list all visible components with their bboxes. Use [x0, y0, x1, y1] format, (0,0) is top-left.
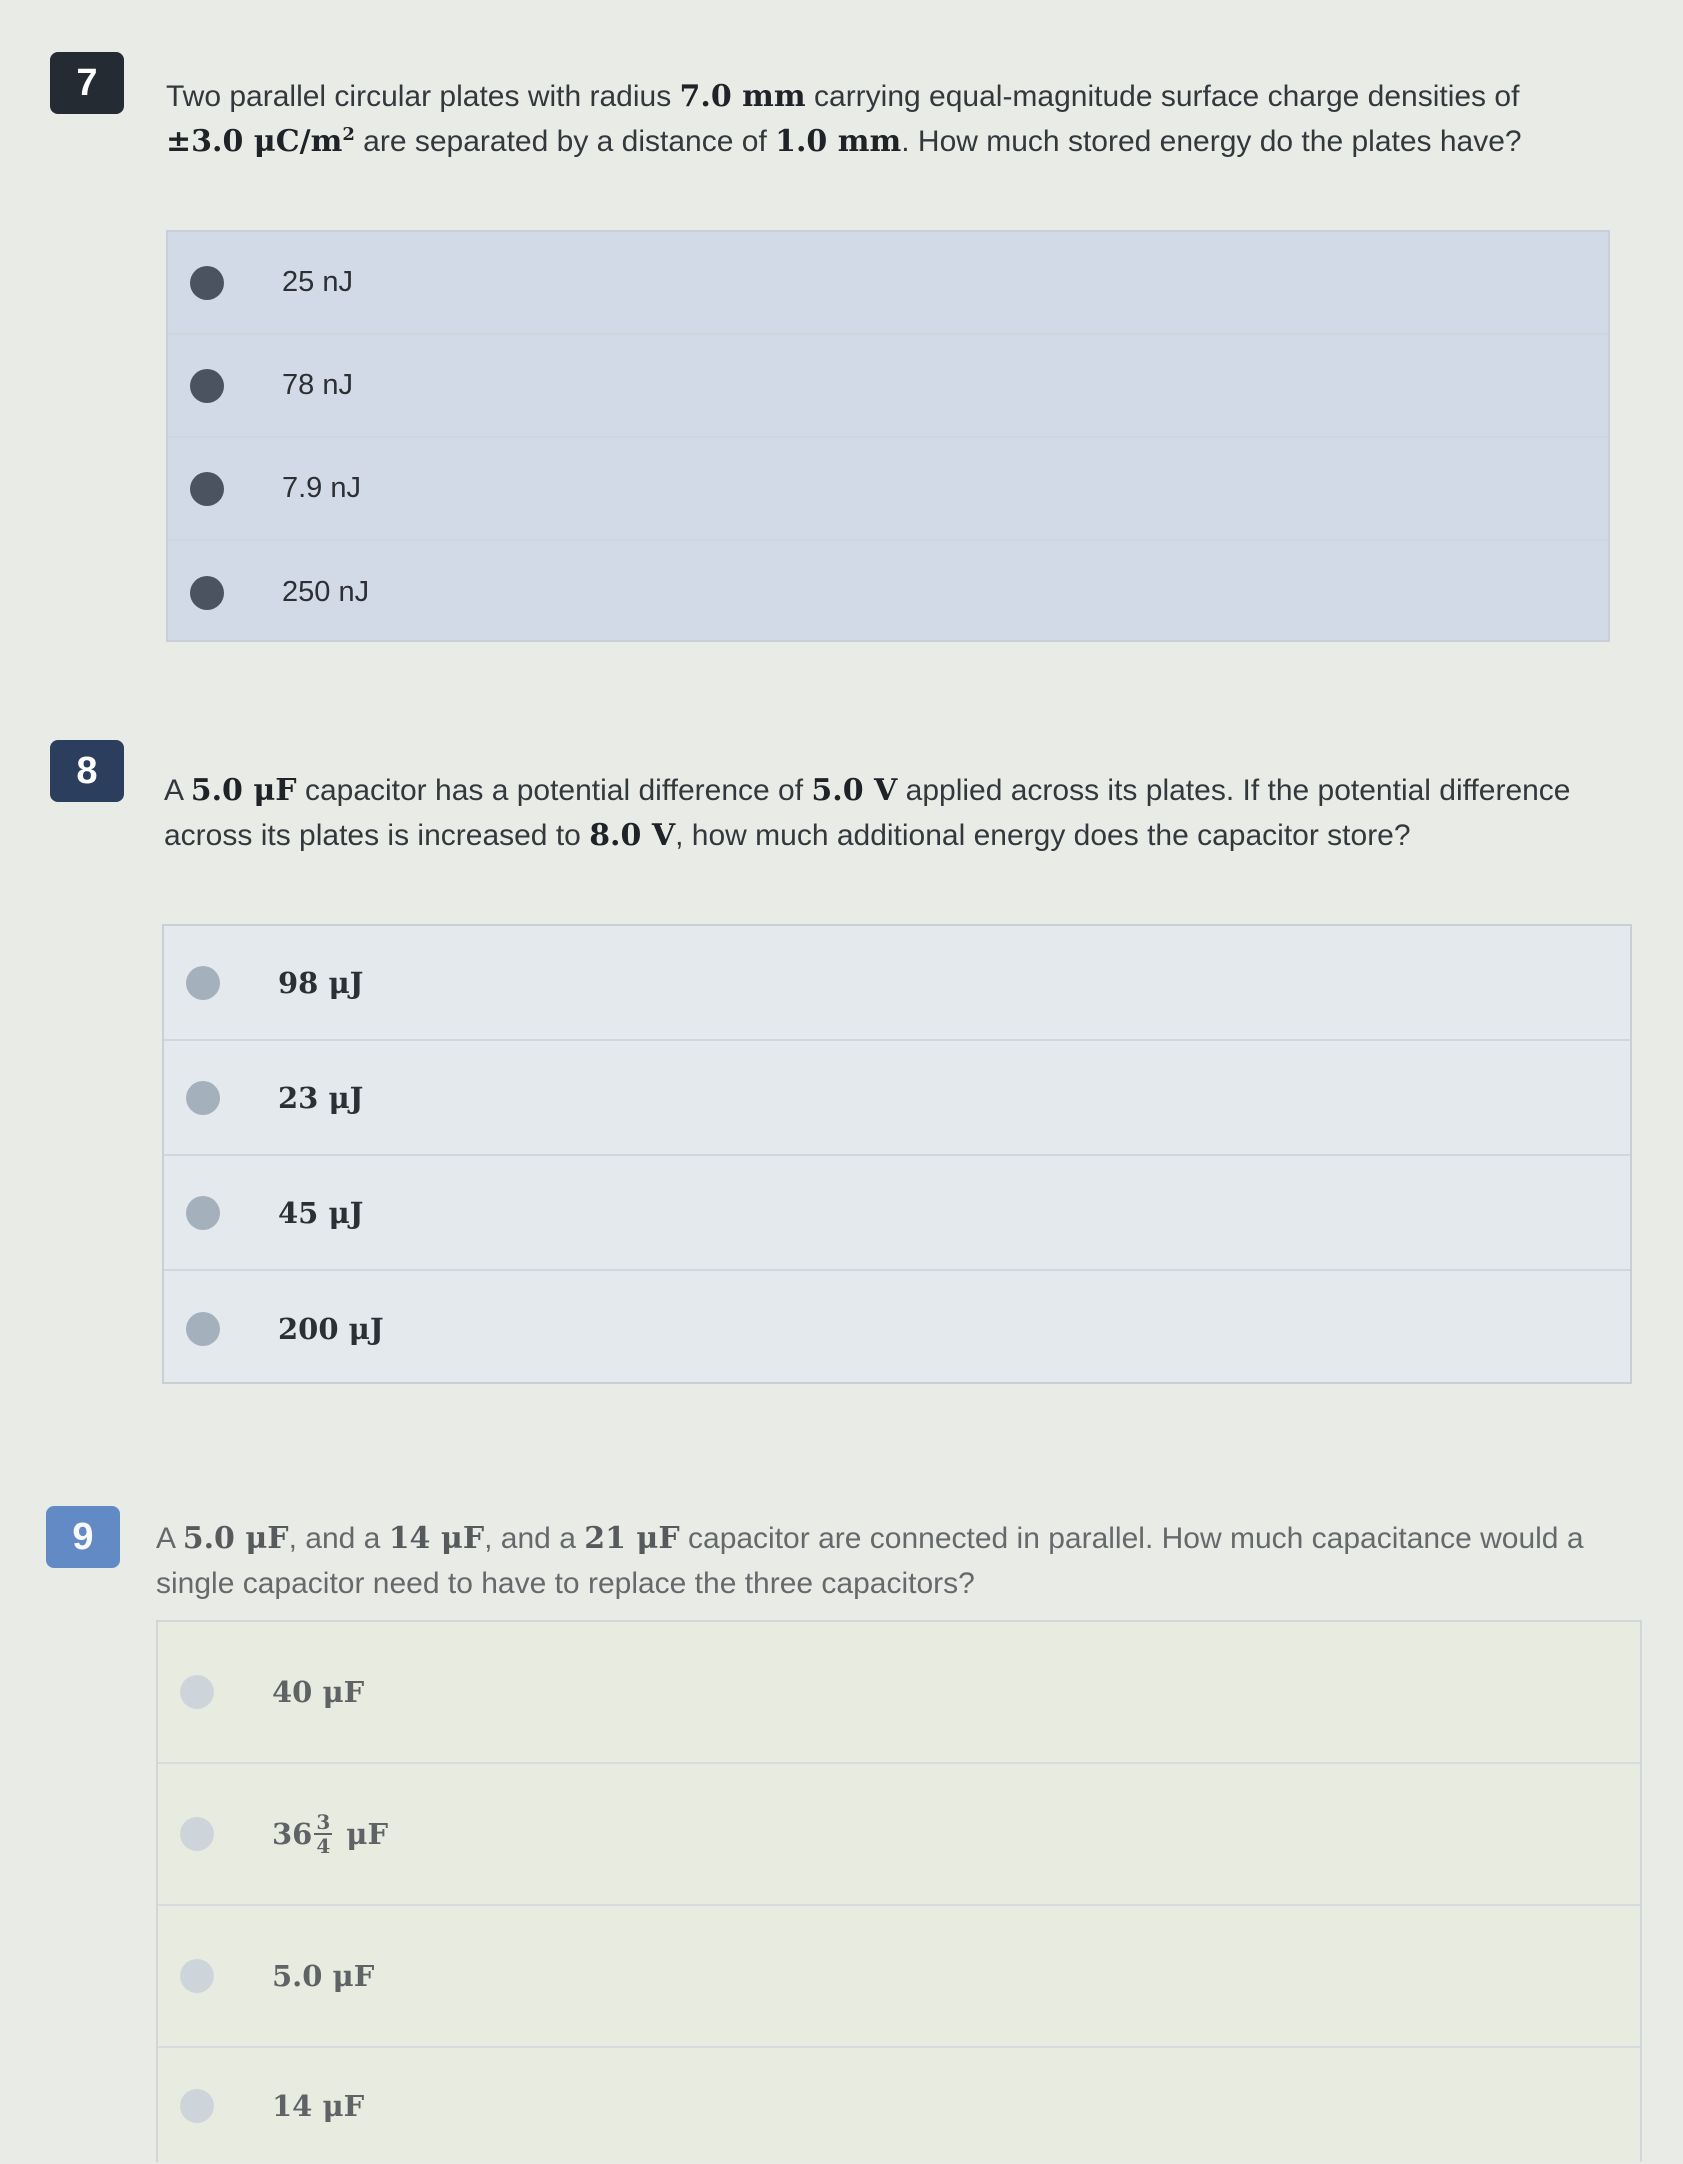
answer-options [156, 1620, 1642, 2162]
radio-button[interactable] [180, 2089, 214, 2123]
unit-label: μF [346, 1817, 389, 1851]
radio-button[interactable] [180, 1675, 214, 1709]
answer-options [162, 924, 1632, 1384]
question-text-part: . How much stored energy do the plates have? [901, 125, 1522, 158]
answer-option[interactable] [158, 1906, 1640, 2048]
final-voltage-value: 8.0 V [589, 818, 676, 853]
answer-option[interactable] [168, 541, 1608, 644]
radio-button[interactable] [190, 576, 224, 610]
answer-option-label: 14 μF [272, 2089, 365, 2123]
answer-option[interactable] [164, 1041, 1630, 1156]
question-text-part: A [164, 774, 191, 807]
mixed-number-whole: 36 [272, 1817, 313, 1851]
radio-button[interactable] [186, 966, 220, 1000]
fraction-denominator: 4 [316, 1834, 331, 1858]
answer-option[interactable] [158, 2048, 1640, 2164]
question-number-badge: 8 [50, 740, 124, 802]
charge-density-base: ±3.0 μC/m [166, 124, 343, 159]
question-text-part: carrying equal-magnitude surface charge densities of [805, 80, 1520, 113]
answer-option-label: 78 nJ [282, 369, 353, 401]
question-8 [0, 730, 1683, 1410]
capacitance-value: 21 μF [584, 1521, 680, 1556]
radio-button[interactable] [186, 1081, 220, 1115]
separation-value: 1.0 mm [775, 124, 902, 159]
question-text [156, 1516, 1636, 1606]
question-text-part: , how much additional energy does the capacitor store? [675, 819, 1411, 852]
radio-button[interactable] [186, 1196, 220, 1230]
capacitance-value: 5.0 μF [182, 1521, 289, 1556]
question-text-part: A [156, 1522, 183, 1555]
answer-option-label: 40 μF [272, 1675, 365, 1709]
fraction [314, 1811, 332, 1857]
question-text [166, 74, 1586, 164]
radio-button[interactable] [190, 369, 224, 403]
answer-option[interactable] [164, 926, 1630, 1041]
answer-option-label: 200 μJ [278, 1311, 384, 1346]
radio-button[interactable] [180, 1959, 214, 1993]
fraction-numerator: 3 [316, 1810, 331, 1834]
radio-button[interactable] [180, 1817, 214, 1851]
question-text-part: applied across its plates. If the potential difference across its plates is increased to [164, 774, 1571, 852]
question-number-badge: 7 [50, 52, 124, 114]
radio-button[interactable] [190, 266, 224, 300]
answer-option-label: 25 nJ [282, 266, 353, 298]
answer-option-label: 23 μJ [278, 1080, 364, 1115]
answer-option-label: 45 μJ [278, 1195, 364, 1230]
question-text-part: , and a [484, 1522, 585, 1555]
question-text-part: capacitor has a potential difference of [296, 774, 812, 807]
radio-button[interactable] [186, 1312, 220, 1346]
answer-option[interactable] [158, 1622, 1640, 1764]
answer-option-label [272, 1811, 388, 1857]
answer-options [166, 230, 1610, 642]
question-text [164, 768, 1634, 858]
capacitance-value: 5.0 μF [190, 773, 297, 808]
answer-option[interactable] [158, 1764, 1640, 1906]
charge-density-exponent: 2 [342, 124, 355, 145]
answer-option[interactable] [168, 232, 1608, 335]
answer-option[interactable] [164, 1271, 1630, 1386]
charge-density-value [166, 124, 355, 159]
capacitance-value: 14 μF [388, 1521, 485, 1556]
question-number-badge: 9 [46, 1506, 120, 1568]
answer-option[interactable] [168, 335, 1608, 438]
answer-option-label: 250 nJ [282, 576, 370, 608]
answer-option-label: 7.9 nJ [282, 472, 361, 504]
question-text-part: , and a [288, 1522, 389, 1555]
answer-option[interactable] [168, 438, 1608, 541]
question-text-part: capacitor are connected in parallel. How much capacitance would a single capacitor need to have to replace the three capacitors? [156, 1522, 1584, 1600]
radius-value: 7.0 mm [679, 79, 806, 114]
answer-option[interactable] [164, 1156, 1630, 1271]
question-9 [0, 1490, 1683, 2162]
question-7 [0, 0, 1683, 660]
answer-option-label: 5.0 μF [272, 1959, 375, 1993]
initial-voltage-value: 5.0 V [811, 773, 898, 808]
radio-button[interactable] [190, 472, 224, 506]
answer-option-label: 98 μJ [278, 965, 364, 1000]
question-text-part: are separated by a distance of [354, 125, 776, 158]
question-text-part: Two parallel circular plates with radius [166, 80, 680, 113]
